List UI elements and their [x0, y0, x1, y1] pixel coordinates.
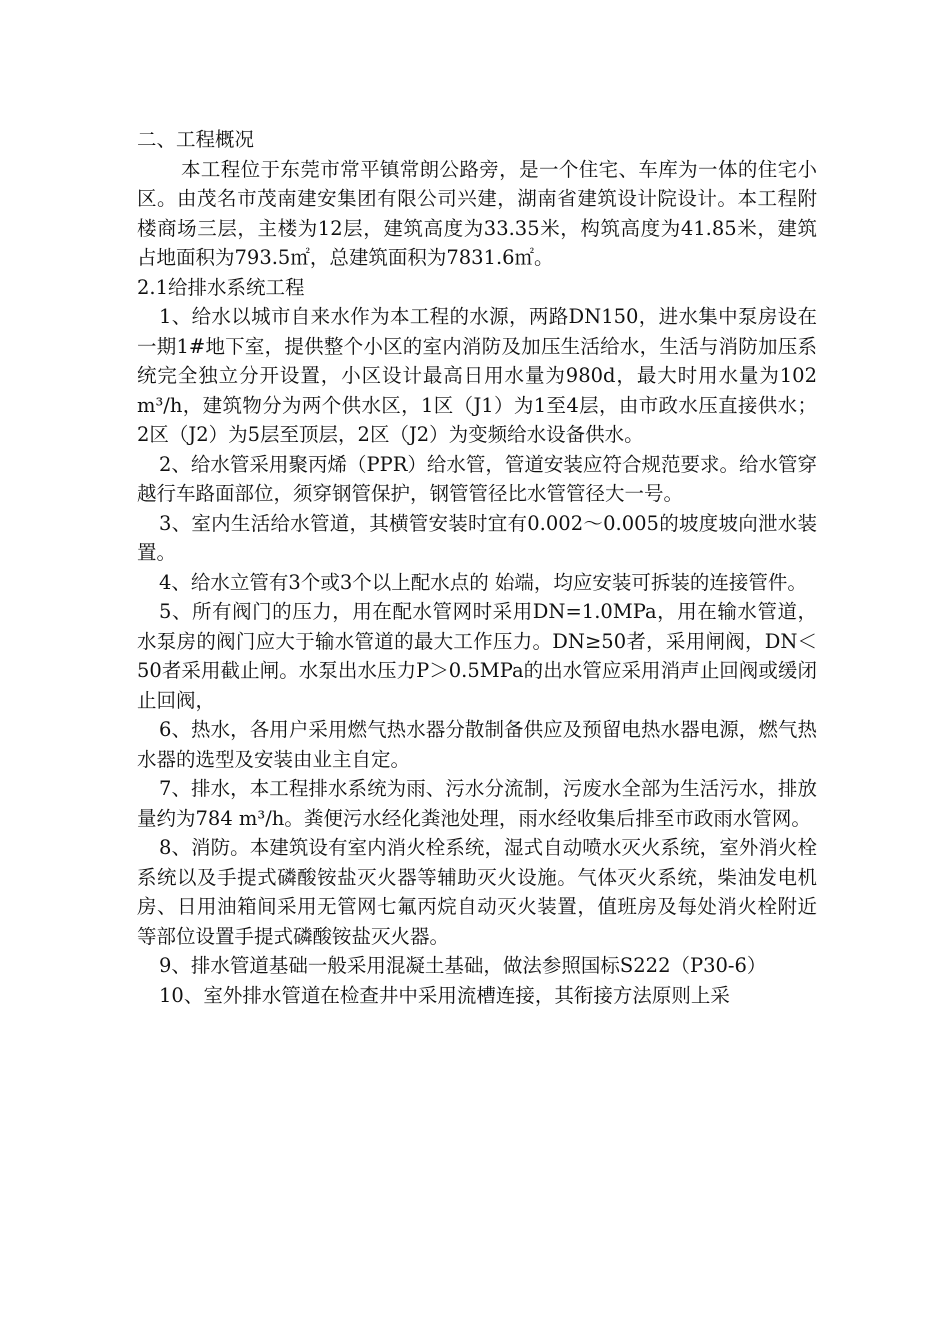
intro-paragraph: 本工程位于东莞市常平镇常朗公路旁，是一个住宅、车库为一体的住宅小区。由茂名市茂南建安集团有限公司兴建，湖南省建筑设计院设计。本工程附楼商场三层，主楼为12层，建筑高度为33.35米，构筑高度为41.85米，建筑占地面积为793.5㎡，总建筑面积为7831.6㎡。 — [137, 157, 817, 269]
list-item-5: 5、所有阀门的压力，用在配水管网时采用DN=1.0MPa，用在输水管道，水泵房的阀门应大于输水管道的最大工作压力。DN≥50者，采用闸阀，DN＜50者采用截止闸。水泵出水压力P＞0.5MPa的出水管应采用消声止回阀或缓闭止回阀， — [137, 600, 817, 712]
list-item-7: 7、排水，本工程排水系统为雨、污水分流制，污废水全部为生活污水，排放量约为784 m³/h。粪便污水经化粪池处理，雨水经收集后排至市政雨水管网。 — [137, 777, 817, 830]
list-item-2: 2、给水管采用聚丙烯（PPR）给水管，管道安装应符合规范要求。给水管穿越行车路面部位，须穿钢管保护，钢管管径比水管管径大一号。 — [137, 452, 817, 505]
document-body — [137, 125, 817, 1010]
list-item-6: 6、热水，各用户采用燃气热水器分散制备供应及预留电热水器电源，燃气热水器的选型及安装由业主自定。 — [137, 718, 817, 771]
list-item-3: 3、室内生活给水管道，其横管安装时宜有0.002～0.005的坡度坡向泄水装置。 — [137, 511, 817, 564]
list-item-8: 8、消防。本建筑设有室内消火栓系统，湿式自动喷水灭火系统，室外消火栓系统以及手提式磷酸铵盐灭火器等辅助灭火设施。气体灭火系统，柴油发电机房、日用油箱间采用无管网七氟丙烷自动灭火装置，值班房及每处消火栓附近等部位设置手提式磷酸铵盐灭火器。 — [137, 836, 817, 948]
list-item-10: 10、室外排水管道在检查井中采用流槽连接，其衔接方法原则上采 — [159, 983, 730, 1007]
list-item-9: 9、排水管道基础一般采用混凝土基础，做法参照国标S222（P30-6） — [159, 954, 767, 977]
section-title: 二、工程概况 — [137, 128, 255, 151]
list-item-4: 4、给水立管有3个或3个以上配水点的 始端，均应安装可拆装的连接管件。 — [159, 570, 807, 594]
subsection-title: 2.1给排水系统工程 — [137, 275, 305, 299]
list-item-1: 1、给水以城市自来水作为本工程的水源，两路DN150，进水集中泵房设在一期1#地下室，提供整个小区的室内消防及加压生活给水，生活与消防加压系统完全独立分开设置，小区设计最高日用水量为980d，最大时用水量为102 m³/h，建筑物分为两个供水区，1区（J1）为1至4层，由市政水压直接供水；2区（J2）为5层至顶层，2区（J2）为变频给水设备供水。 — [137, 305, 817, 446]
